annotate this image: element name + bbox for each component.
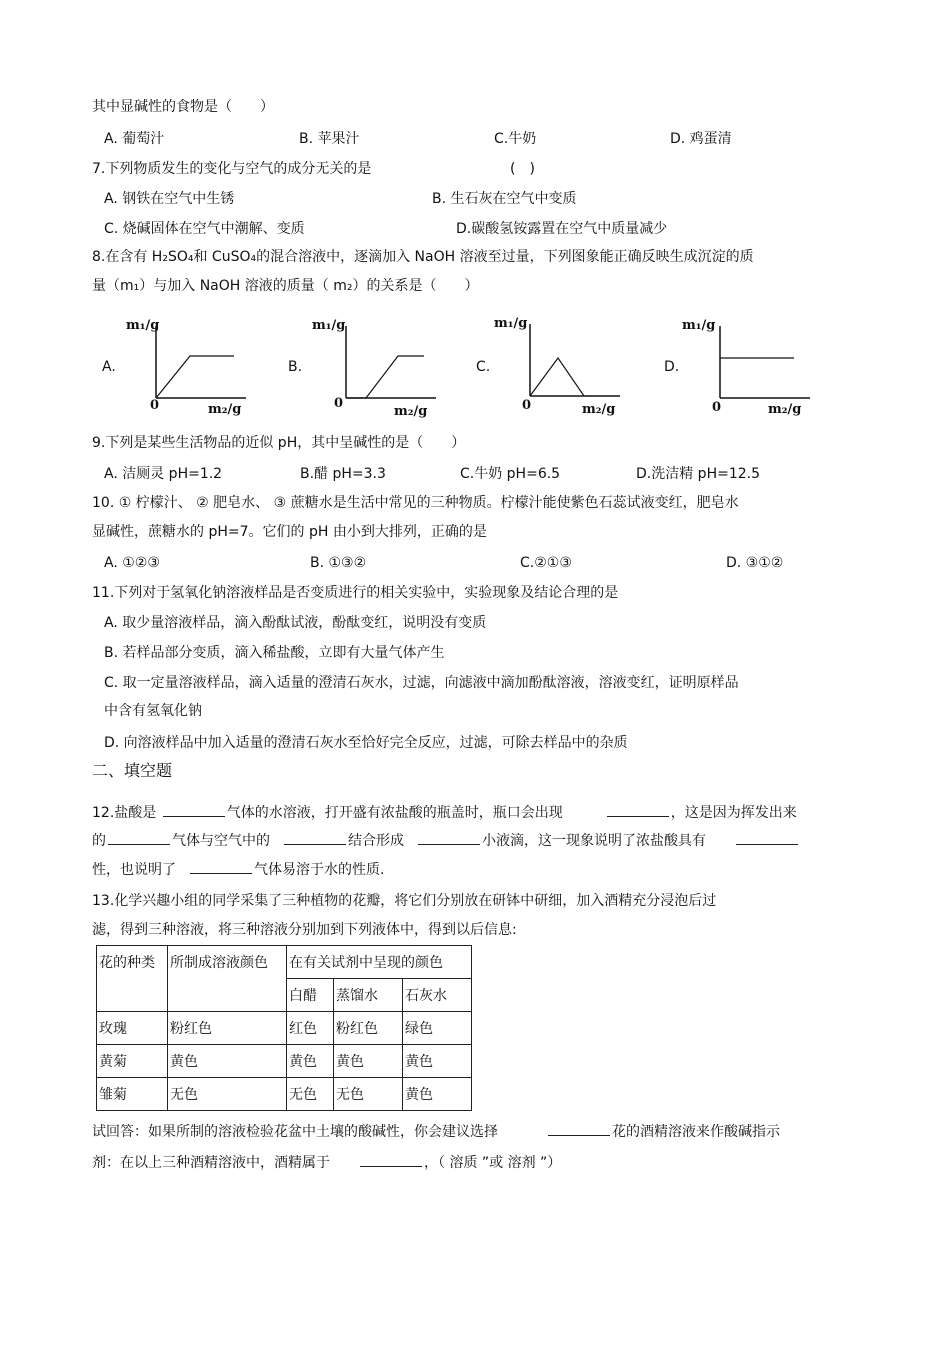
q13-answer-line1 <box>92 1122 780 1141</box>
graph-b-curve <box>346 356 424 398</box>
q6-stem: 其中显碱性的食物是（ ） <box>92 99 274 115</box>
q13-text-2a: 剂：在以上三种酒精溶液中，酒精属于 <box>92 1155 330 1171</box>
table-header-row <box>97 946 472 979</box>
q6-option-d: D. 鸡蛋清 <box>670 131 732 147</box>
graph-b-origin: 0 <box>334 396 344 411</box>
q10-option-d: D. ③①② <box>726 555 784 571</box>
header-flower-type: 花的种类 <box>97 946 168 1012</box>
graph-c-label: C. <box>476 359 491 375</box>
cell: 粉红色 <box>334 1012 403 1045</box>
q10-option-a: A. ①②③ <box>104 555 160 571</box>
table-row <box>97 1012 472 1045</box>
q10-line1: 10. ① 柠檬汁、 ② 肥皂水、 ③ 蔗糖水是生活中常见的三种物质。柠檬汁能使紫色石蕊试液变红，肥皂水 <box>92 495 739 511</box>
q11-option-a: A. 取少量溶液样品，滴入酚酞试液，酚酞变红，说明没有变质 <box>104 615 487 631</box>
header-reagent-color: 在有关试剂中呈现的颜色 <box>287 946 472 979</box>
graph-a-label: A. <box>102 359 116 375</box>
cell: 粉红色 <box>168 1012 287 1045</box>
q11-option-c-line2: 中含有氢氧化钠 <box>104 703 202 719</box>
q13-text-1a: 试回答：如果所制的溶液检验花盆中土壤的酸碱性，你会建议选择 <box>92 1124 498 1140</box>
q12-blank-4[interactable] <box>284 831 346 845</box>
graph-a-origin: 0 <box>150 398 160 413</box>
q12-text-3a: 性，也说明了 <box>92 862 176 878</box>
graph-c <box>496 310 626 420</box>
q8-line2: 量（m₁）与加入 NaOH 溶液的质量（ m₂）的关系是（ ） <box>92 278 479 294</box>
q7-option-d: D.碳酸氢铵露置在空气中质量减少 <box>456 221 668 237</box>
graph-c-curve <box>530 358 584 396</box>
q13-text-2b: ，（ 溶质 ”或 溶剂 ”） <box>424 1155 562 1171</box>
flower-indicator-table <box>96 945 472 1111</box>
q7-paren: ( ) <box>510 161 535 177</box>
q11-option-c-line1: C. 取一定量溶液样品，滴入适量的澄清石灰水，过滤，向滤液中滴加酚酞溶液，溶液变红，证明原样品 <box>104 675 739 691</box>
q7-stem: 7.下列物质发生的变化与空气的成分无关的是 <box>92 161 372 177</box>
q9-option-c: C.牛奶 pH=6.5 <box>460 466 561 482</box>
q12-text-1b: 气体的水溶液，打开盛有浓盐酸的瓶盖时，瓶口会出现 <box>226 805 563 821</box>
q13-line2: 滤，得到三种溶液，将三种溶液分别加到下列液体中，得到以后信息: <box>92 922 517 938</box>
q9-option-b: B.醋 pH=3.3 <box>300 466 386 482</box>
q11-option-d: D. 向溶液样品中加入适量的澄清石灰水至恰好完全反应，过滤，可除去样品中的杂质 <box>104 735 628 751</box>
q11-option-b: B. 若样品部分变质，滴入稀盐酸，立即有大量气体产生 <box>104 645 445 661</box>
q12-blank-6[interactable] <box>736 831 798 845</box>
q12-line1 <box>92 803 797 822</box>
cell: 黄色 <box>403 1045 472 1078</box>
q12-blank-7[interactable] <box>190 860 252 874</box>
graph-d-origin: 0 <box>712 400 722 415</box>
cell: 黄色 <box>403 1078 472 1111</box>
graph-b-label: B. <box>288 359 303 375</box>
graph-d <box>682 312 816 422</box>
q9-stem: 9.下列是某些生活物品的近似 pH，其中呈碱性的是（ ） <box>92 435 466 451</box>
cell: 黄色 <box>287 1045 334 1078</box>
q13-line1: 13.化学兴趣小组的同学采集了三种植物的花瓣，将它们分别放在研钵中研细，加入酒精充分浸泡后过 <box>92 893 717 909</box>
q11-stem: 11.下列对于氢氧化钠溶液样品是否变质进行的相关实验中，实验现象及结论合理的是 <box>92 585 619 601</box>
q6-option-c: C.牛奶 <box>494 131 537 147</box>
q12-text-2b: 气体与空气中的 <box>172 833 270 849</box>
q12-text-2d: 小液滴，这一现象说明了浓盐酸具有 <box>482 833 706 849</box>
cell: 绿色 <box>403 1012 472 1045</box>
q13-answer-line2 <box>92 1153 561 1172</box>
q12-blank-3[interactable] <box>108 831 170 845</box>
q6-option-a: A. 葡萄汁 <box>104 131 165 147</box>
q12-text-1a: 12.盐酸是 <box>92 805 161 821</box>
graph-b-ylabel: m₁/g <box>312 318 346 333</box>
q12-text-2a: 的 <box>92 833 106 849</box>
graph-c-ylabel: m₁/g <box>494 316 528 331</box>
q13-blank-2[interactable] <box>360 1153 422 1167</box>
graph-a-ylabel: m₁/g <box>126 318 160 333</box>
subheader-limewater: 石灰水 <box>403 979 472 1012</box>
q7-option-b: B. 生石灰在空气中变质 <box>432 191 577 207</box>
graph-b <box>312 312 442 422</box>
q12-blank-2[interactable] <box>607 803 669 817</box>
q12-blank-5[interactable] <box>418 831 480 845</box>
q10-option-c: C.②①③ <box>520 555 572 571</box>
q9-option-d: D.洗洁精 pH=12.5 <box>636 466 760 482</box>
q12-line3 <box>92 860 384 879</box>
cell: 无色 <box>168 1078 287 1111</box>
graph-a <box>122 312 252 422</box>
cell: 无色 <box>334 1078 403 1111</box>
graph-d-xlabel: m₂/g <box>768 402 802 417</box>
cell: 无色 <box>287 1078 334 1111</box>
cell: 雏菊 <box>97 1078 168 1111</box>
graph-d-label: D. <box>664 359 680 375</box>
q7-option-c: C. 烧碱固体在空气中潮解、变质 <box>104 221 305 237</box>
q12-line2 <box>92 831 800 850</box>
cell: 红色 <box>287 1012 334 1045</box>
section-heading: 二、填空题 <box>92 761 173 780</box>
table-row <box>97 1078 472 1111</box>
q12-text-2c: 结合形成 <box>348 833 404 849</box>
table-row <box>97 1045 472 1078</box>
graph-a-curve <box>156 356 234 398</box>
q7-option-a: A. 钢铁在空气中生锈 <box>104 191 235 207</box>
q8-line1: 8.在含有 H₂SO₄和 CuSO₄的混合溶液中，逐滴加入 NaOH 溶液至过量，下列图象能正确反映生成沉淀的质 <box>92 249 754 265</box>
cell: 黄色 <box>334 1045 403 1078</box>
q12-blank-1[interactable] <box>163 803 225 817</box>
q13-text-1b: 花的酒精溶液来作酸碱指示 <box>612 1124 780 1140</box>
graph-b-xlabel: m₂/g <box>394 404 428 419</box>
q6-option-b: B. 苹果汁 <box>299 131 360 147</box>
q9-option-a: A. 洁厕灵 pH=1.2 <box>104 466 223 482</box>
q12-text-3b: 气体易溶于水的性质. <box>254 862 385 878</box>
q10-line2: 显碱性，蔗糖水的 pH=7。它们的 pH 由小到大排列，正确的是 <box>92 524 487 540</box>
header-solution-color: 所制成溶液颜色 <box>168 946 287 1012</box>
cell: 黄色 <box>168 1045 287 1078</box>
graph-c-origin: 0 <box>522 398 532 413</box>
subheader-vinegar: 白醋 <box>287 979 334 1012</box>
cell: 玫瑰 <box>97 1012 168 1045</box>
graph-c-xlabel: m₂/g <box>582 402 616 417</box>
q13-blank-1[interactable] <box>548 1122 610 1136</box>
subheader-distilled-water: 蒸馏水 <box>334 979 403 1012</box>
cell: 黄菊 <box>97 1045 168 1078</box>
q10-option-b: B. ①③② <box>310 555 367 571</box>
graph-d-ylabel: m₁/g <box>682 318 716 333</box>
q12-text-1c: ，这是因为挥发出来 <box>670 805 797 821</box>
graph-a-xlabel: m₂/g <box>208 402 242 417</box>
